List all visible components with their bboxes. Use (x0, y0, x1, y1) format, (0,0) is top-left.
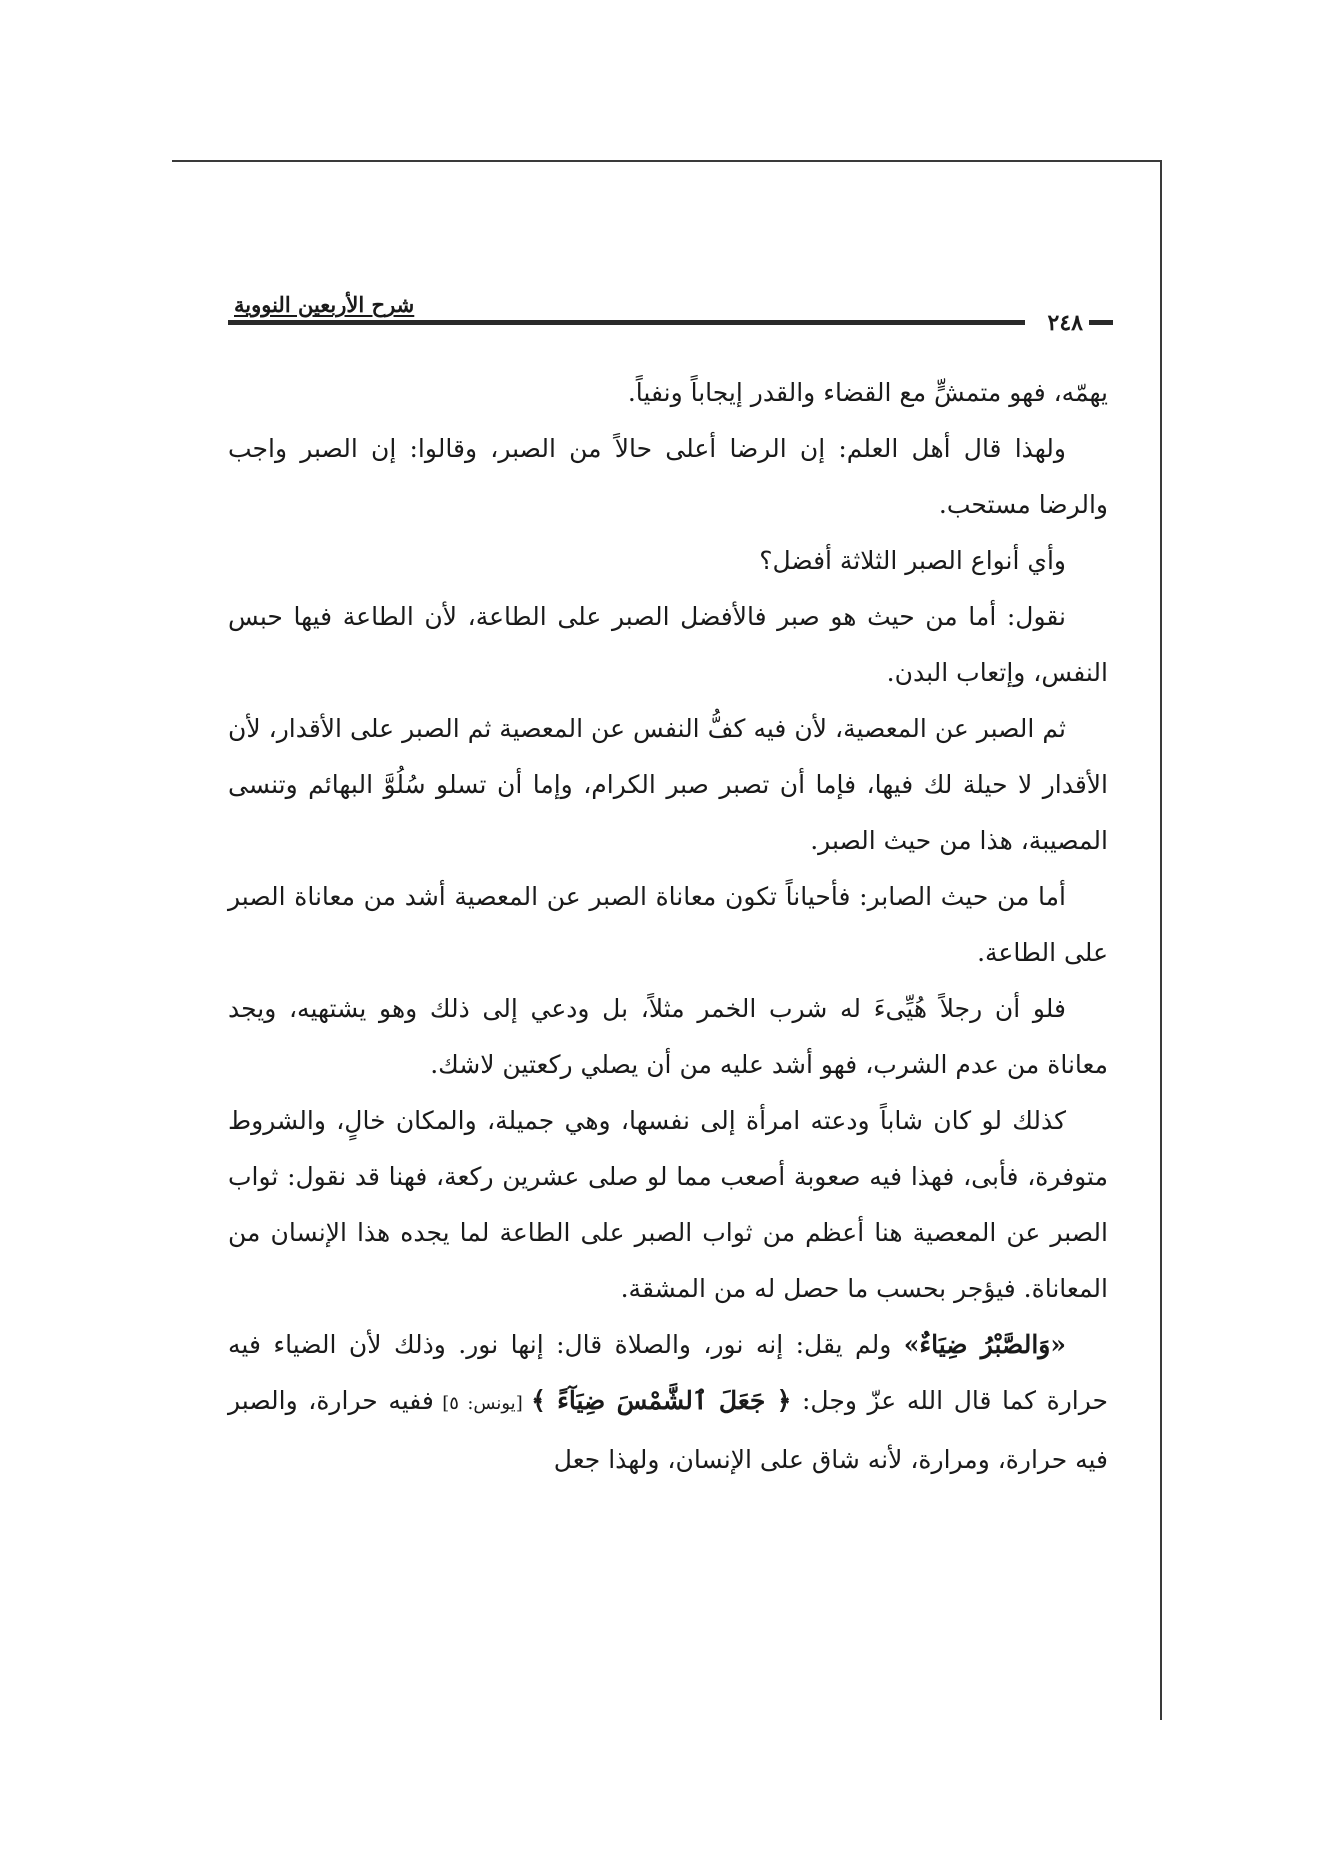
book-title: شرح الأربعين النووية (234, 292, 415, 317)
paragraph-9-text-b: ففيه حرارة، والصبر فيه حرارة، ومرارة، لأنه شاق على الإنسان، ولهذا جعل (228, 1386, 1108, 1474)
paragraph-1: يهمّه، فهو متمشٍّ مع القضاء والقدر إيجاباً ونفياً. (627, 378, 1108, 407)
running-header (228, 284, 1113, 344)
page-right-rule (1160, 160, 1162, 1720)
paragraph-2: ولهذا قال أهل العلم: إن الرضا أعلى حالاً من الصبر، وقالوا: إن الصبر واجب والرضا مستحب. (228, 434, 1108, 519)
page-number: ٢٤٨ (1047, 310, 1083, 336)
hadith-phrase: «وَالصَّبْرُ ضِيَاءٌ» (903, 1330, 1066, 1359)
page-top-rule (172, 160, 1162, 162)
paragraph-4: نقول: أما من حيث هو صبر فالأفضل الصبر على الطاعة، لأن الطاعة فيها حبس النفس، وإتعاب البدن. (228, 602, 1108, 687)
header-rule (228, 320, 1025, 325)
paragraph-3: وأي أنواع الصبر الثلاثة أفضل؟ (759, 546, 1066, 575)
verse-reference: [يونس: ٥] (433, 1393, 532, 1414)
header-rule-end-mark (1089, 320, 1113, 325)
paragraph-9 (228, 1317, 1108, 1488)
paragraph-5: ثم الصبر عن المعصية، لأن فيه كفُّ النفس عن المعصية ثم الصبر على الأقدار، لأن الأقدار لا حيلة لك فيها، فإما أن تصبر صبر الكرام، وإما أن تسلو سُلُوَّ البهائم وتنسى المصيبة، هذا من حيث الصبر. (228, 714, 1108, 855)
paragraph-7: فلو أن رجلاً هُيِّىءَ له شرب الخمر مثلاً، بل ودعي إلى ذلك وهو يشتهيه، ويجد معاناة من عدم الشرب، فهو أشد عليه من أن يصلي ركعتين لاشك. (228, 994, 1108, 1079)
page-body (228, 365, 1108, 1488)
quran-verse: ﴿ جَعَلَ ٱلشَّمْسَ ضِيَآءً ﴾ (531, 1386, 792, 1415)
paragraph-6: أما من حيث الصابر: فأحياناً تكون معاناة الصبر عن المعصية أشد من معاناة الصبر على الطاعة. (228, 882, 1108, 967)
paragraph-8: كذلك لو كان شاباً ودعته امرأة إلى نفسها، وهي جميلة، والمكان خالٍ، والشروط متوفرة، فأبى، فهذا فيه صعوبة أصعب مما لو صلى عشرين ركعة، فهنا قد نقول: ثواب الصبر عن المعصية هنا أعظم من ثواب الصبر على الطاعة لما يجده هذا الإنسان من المعاناة. فيؤجر بحسب ما حصل له من المشقة. (228, 1106, 1108, 1303)
paragraph-9-text-a: ولم يقل: إنه نور، والصلاة قال: إنها نور. وذلك لأن الضياء فيه حرارة كما قال الله عزّ وجل: (228, 1330, 1108, 1415)
